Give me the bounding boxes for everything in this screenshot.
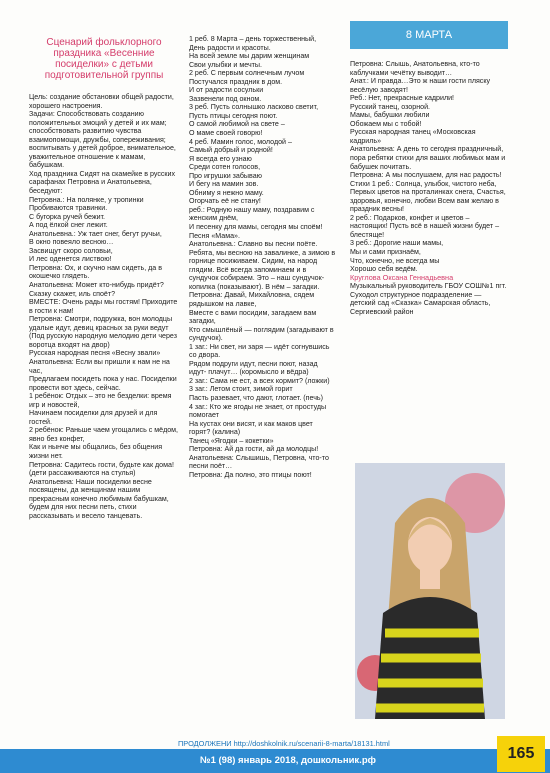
paragraph: Рядом подруги идут, песни поют, назад идут- плачут… (коромысло и вёдра)	[189, 359, 318, 377]
paragraph: Петровна: Ох, и скучно нам сидеть, да в окошечко глядеть.	[29, 263, 162, 281]
paragraph: 2 ребёнок: Раньше чаем угощались с мёдом, явно без конфет,	[29, 426, 179, 443]
paragraph: Зазвенели под окном.	[189, 94, 262, 103]
paragraph: 2 заг.: Сама не ест, а всех кормит? (ложки)	[189, 376, 330, 385]
paragraph: Задачи: Способствовать созданию положительных эмоций у детей и их мам;	[29, 110, 167, 127]
column-middle	[189, 35, 336, 479]
paragraph: 4 реб. Мамин голос, молодой –	[189, 137, 292, 146]
paragraph: Кто смышлёный — поглядим (загадывают в сундучок).	[189, 325, 334, 343]
paragraph: И бегу на мамин зов.	[189, 180, 259, 189]
paragraph: Среди сотен голосов,	[189, 163, 261, 172]
paragraph: 3 реб. Пусть солнышко ласково светит,	[189, 103, 319, 112]
paragraph: Мамы, бабушки любили	[350, 111, 430, 120]
paragraph: Петровна: Слышь, Анатольевна, кто-то каблучками чечётку выводит…	[350, 60, 480, 77]
paragraph: На всей земле мы дарим женщинам	[189, 52, 310, 61]
paragraph: Анатольевна: Слышишь, Петровна, что-то песни поёт…	[189, 453, 329, 471]
issue-info: №1 (98) январь 2018, дошкольник.рф	[200, 755, 376, 766]
author-name: Круглова Оксана Геннадьевна	[350, 272, 454, 282]
paragraph: О маме своей говорю!	[189, 129, 263, 138]
paragraph: Свои улыбки и мечты.	[189, 60, 262, 69]
paragraph: Обниму я нежно маму.	[189, 188, 264, 197]
paragraph: Что, конечно, не всегда мы	[350, 256, 440, 265]
paragraph: Ход праздника Сидят на скамейке в русских сарафанах Петровна и Анатольевна, беседуют:	[29, 169, 176, 196]
paragraph: Анатольевна.: Славно вы песни поёте. Ребята, мы весною на завалинке, а зимою в горнице посиживаем. Сидим, на народ глядим. Всё всегда запоминаем и в сундучок собираем. Это – наш сундучок-копилка (показывают). В нём – загадки.	[189, 240, 336, 291]
paragraph: Предлагаем посидеть пока у нас. Посиделки провести вот здесь, сейчас.	[29, 375, 177, 392]
paragraph: реб.: Родную нашу маму, поздравим с женским днём,	[189, 205, 315, 223]
paragraph: Обожаем мы с тобой!	[350, 119, 422, 128]
paragraph: Огорчать её не стану!	[189, 197, 261, 206]
paragraph: Мы и сами признаём,	[350, 248, 421, 257]
column-left	[29, 37, 179, 520]
paragraph: Пасть разевает, что дают, глотает. (печь)	[189, 393, 323, 402]
paragraph: 2 реб.: Подарков, конфет и цветов – настоящих! Пусть всё в нашей жизни будет – блестяще!	[350, 213, 500, 239]
author-photo	[355, 463, 505, 719]
paragraph: Песня «Мама».	[189, 231, 240, 240]
paragraph: 4 заг.: Кто же ягоды не знает, от простуды помогает	[189, 402, 327, 420]
paragraph: Петровна: Давай, Михайловна, сядем рядышком на лавке,	[189, 291, 315, 308]
paragraph: Пусть птицы сегодня поют.	[189, 111, 278, 120]
paragraph: 1 реб. 8 Марта – день торжественный,	[189, 35, 317, 43]
column-right	[350, 60, 508, 316]
continue-link[interactable]: ПРОДОЛЖЕНИ http://doshkolnik.ru/scenarii-8-marta/18131.html	[178, 739, 390, 748]
paragraph: Анатольевна: Наши посиделки весне посвящены, да женщинам нашим прекрасным конечно любимым бабушкам, будем для них песни петь, стихи рассказывать и весело танцевать.	[29, 477, 169, 520]
paragraph: И песенку для мамы, сегодня мы споём!	[189, 223, 323, 232]
page-footer	[0, 749, 550, 773]
paragraph: Засвищут скоро соловьи,	[29, 246, 113, 255]
column-left-text	[29, 93, 179, 520]
column-middle-text	[189, 35, 336, 479]
paragraph: А под ёлкой снег лежит.	[29, 221, 108, 230]
paragraph: 3 реб.: Дорогие наши мамы,	[350, 239, 444, 248]
paragraph: Петровна: Ай да гости, ай да молодцы!	[189, 445, 319, 454]
paragraph: Петровна: Садитесь гости, будьте как дома! (дети рассаживаются на стулья)	[29, 460, 174, 478]
paragraph: 2 реб. С первым солнечным лучом	[189, 69, 305, 78]
paragraph: На кустах они висят, и как маков цвет горят? (калина)	[189, 419, 313, 437]
paragraph: 1 заг.: Ни свет, ни заря — идёт согнувшись со двора.	[189, 342, 330, 360]
paragraph: Реб.: Нет, прекрасные кадрили!	[350, 94, 455, 103]
paragraph: Петровна: А мы послушаем, для нас радость!	[350, 171, 502, 180]
paragraph: Цель: создание обстановки общей радости, хорошего настроения.	[29, 93, 174, 110]
article-title: Сценарий фольклорного праздника «Весенние посиделки» с детьми подготовительной группы	[44, 37, 164, 81]
paragraph: Я всегда его узнаю	[189, 154, 252, 163]
paragraph: Самый добрый и родной!	[189, 146, 273, 155]
paragraph: О самой любимой на свете –	[189, 120, 285, 129]
paragraph: Петровна: Да полно, это птицы поют!	[189, 470, 312, 479]
paragraph: Русская народная песня «Весну звали»	[29, 349, 161, 358]
paragraph: Анатольевна.: Уж тает снег, бегут ручьи,	[29, 229, 162, 238]
paragraph: Стихи 1 реб.: Солнца, улыбок, чистого неба, Первых цветов на проталинках снега, Счастья, здоровья, конечно, любви Всем вам желаю в праздник весны!	[350, 179, 506, 214]
paragraph: Анат.: И правда…Это ж наши гости пляску весёлую заводят!	[350, 77, 491, 94]
paragraph: В окно повеяло весною…	[29, 238, 114, 247]
woman-portrait-illustration	[355, 463, 505, 719]
paragraph: Анатольевна: А день то сегодня праздничный, пора ребятки стихи для ваших любимых мам и бабушек почитать.	[350, 145, 506, 171]
paragraph: Хорошо себя ведём.	[350, 265, 418, 274]
paragraph: Русская народная танец «Московская кадриль»	[350, 128, 476, 145]
paragraph: С бугорка ручей бежит.	[29, 212, 106, 221]
paragraph: Петровна.: На полянке, у тропинки	[29, 195, 144, 204]
paragraph: Про игрушки забываю	[189, 171, 262, 180]
paragraph: Начинаем посиделки для друзей и для гостей.	[29, 409, 158, 426]
paragraph: способствовать развитию чувства взаимопомощи, дружбы, сопереживания;	[29, 127, 166, 144]
paragraph: Анатольевна: Может кто-нибудь придёт? Сказку скажет, иль споёт?	[29, 281, 164, 298]
paragraph: Танец «Ягодки – кокетки»	[189, 436, 274, 445]
paragraph: И лес оденется листвою!	[29, 255, 112, 264]
paragraph: 1 ребёнок: Отдых – это не безделки: время игр и новостей,	[29, 392, 172, 409]
paragraph: 3 заг.: Летом стоит, зимой горит	[189, 385, 293, 394]
page-number: 165	[497, 736, 545, 772]
paragraph: И от радости сосульки	[189, 86, 264, 95]
paragraph: День радости и красоты.	[189, 43, 271, 52]
paragraph: Пробиваются травинки.	[29, 204, 108, 213]
column-right-text	[350, 60, 508, 274]
paragraph: Вместе с вами посидим, загадаем вам загадки,	[189, 308, 317, 326]
paragraph: ВМЕСТЕ: Очень рады мы гостям! Приходите в гости к нам!	[29, 298, 178, 315]
paragraph: Петровна: Смотри, подружка, вон молодцы удалые идут, девиц красных за руки ведут (Под русскую народную мелодию дети через воротца входят на двор)	[29, 315, 177, 349]
author-info: Музыкальный руководитель ГБОУ СОШ№1 пгт. Суходол структурное подразделение — детский сад «Сказка» Самарская область, Сергиевский район	[350, 282, 507, 316]
paragraph: Как и нынче мы общались, без общения жизни нет.	[29, 443, 163, 460]
paragraph: Анатольевна: Если вы пришли к нам не на час,	[29, 357, 170, 375]
section-tag: 8 МАРТА	[350, 21, 508, 49]
paragraph: Русский танец, озорной.	[350, 102, 430, 111]
paragraph: воспитывать у детей доброе, внимательное, уважительное отношение к мамам, бабушкам.	[29, 144, 176, 170]
paragraph: Постучался праздник в дом.	[189, 77, 283, 86]
